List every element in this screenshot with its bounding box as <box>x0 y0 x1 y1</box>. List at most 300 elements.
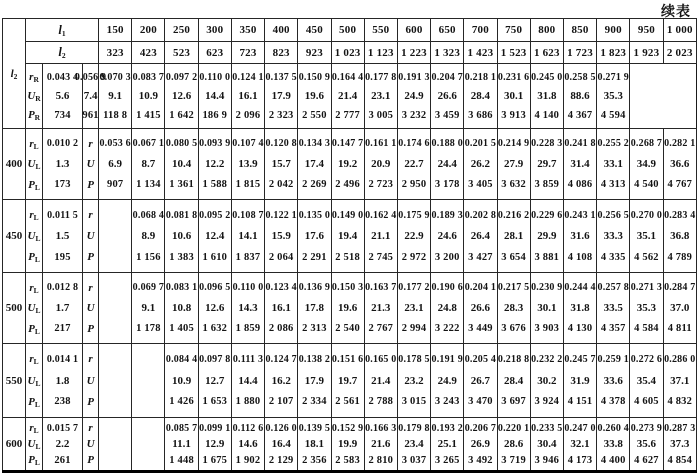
data-table <box>2 18 697 473</box>
data-cell <box>563 64 596 129</box>
cell-line: 4 151 <box>567 396 593 408</box>
cell-line: 3 222 <box>434 323 460 334</box>
data-cell <box>663 200 696 273</box>
l1-value-cell: 250 <box>165 19 198 42</box>
cell-line: 1.3 <box>55 158 70 170</box>
empty-data-cell <box>99 200 132 273</box>
l1-value-cell: 950 <box>630 19 663 42</box>
cell-line: 238 <box>54 396 71 408</box>
cell-line: 0.085 7 <box>165 422 198 434</box>
group-name-cell: 400 <box>3 129 26 200</box>
cell-line: 25.1 <box>437 438 457 450</box>
cell-line: 33.1 <box>603 158 623 170</box>
data-cell <box>231 200 264 273</box>
cell-line: 0.124 7 <box>265 353 297 365</box>
data-cell <box>497 64 530 129</box>
cell-line: 0.284 7 <box>664 282 696 293</box>
data-cell <box>364 418 397 472</box>
l2-value-cell: 1 123 <box>364 42 397 64</box>
cell-line: 4 378 <box>600 396 626 408</box>
data-cell <box>165 64 198 129</box>
cell-line: 28.4 <box>503 374 524 387</box>
cell-line: 33.6 <box>603 374 623 387</box>
cell-line: 33.8 <box>603 438 623 450</box>
cell-line: 4 173 <box>567 454 593 466</box>
data-cell <box>530 418 563 472</box>
cell-line: 0.259 1 <box>597 353 629 365</box>
cell-line: U <box>86 302 95 314</box>
cell-line: 24.4 <box>437 158 457 170</box>
cell-line: 2 129 <box>268 454 294 466</box>
cell-line: 1 405 <box>169 323 194 334</box>
cell-line: 16.1 <box>271 302 291 314</box>
cell-line: 24.9 <box>437 374 457 387</box>
l2-value-cell: 1 823 <box>597 42 630 64</box>
cell-line: 16.4 <box>271 438 291 450</box>
data-cell <box>265 129 298 200</box>
data-cell <box>298 418 331 472</box>
data-cell <box>431 64 464 129</box>
data-cell <box>663 273 696 344</box>
group-left-value-cell <box>43 418 83 472</box>
cell-line: 0.204 7 <box>431 71 463 83</box>
data-cell <box>563 344 596 418</box>
cell-line: 27.9 <box>503 158 524 170</box>
data-cell <box>265 200 298 273</box>
l2-value-cell: 1 023 <box>331 42 364 64</box>
cell-line: 261 <box>54 454 71 466</box>
cell-line: 22.7 <box>404 158 424 170</box>
cell-line: 4 400 <box>600 454 626 466</box>
cell-line: 3 913 <box>501 109 526 121</box>
cell-line: 6.9 <box>108 158 123 170</box>
cell-line: 0.216 2 <box>497 209 530 221</box>
cell-line: 0.255 2 <box>597 138 629 149</box>
data-cell <box>497 200 530 273</box>
cell-line: U <box>86 230 95 242</box>
cell-line: 0.149 0 <box>331 209 364 221</box>
data-cell <box>431 344 464 418</box>
data-cell <box>231 344 264 418</box>
data-cell <box>231 64 264 129</box>
cell-line: 3 492 <box>468 454 493 466</box>
cell-line: 10.6 <box>171 230 192 242</box>
data-cell <box>630 344 663 418</box>
cell-line: $r_L$ <box>29 422 39 435</box>
cell-line: 1 134 <box>136 179 161 190</box>
cell-line: 2 777 <box>335 109 360 121</box>
cell-line: 0.175 9 <box>398 209 430 221</box>
data-cell <box>497 344 530 418</box>
cell-line: 12.7 <box>205 374 225 387</box>
cell-line: 0.083 7 <box>132 71 165 83</box>
cell-line: 3 903 <box>534 323 560 334</box>
cell-line: 0.070 3 <box>99 71 131 83</box>
data-cell <box>331 418 364 472</box>
cell-line: 4 130 <box>567 323 593 334</box>
empty-data-cell <box>99 344 132 418</box>
cell-line: 0.205 4 <box>464 353 497 365</box>
cell-line: 0.214 9 <box>497 138 530 149</box>
cell-line: 0.229 6 <box>531 209 563 221</box>
cell-line: U <box>86 374 95 387</box>
cell-line: 19.6 <box>304 90 325 102</box>
cell-line: 31.8 <box>537 90 557 102</box>
cell-line: 31.6 <box>570 230 590 242</box>
data-cell <box>364 64 397 129</box>
cell-line: 4 832 <box>667 396 693 408</box>
data-cell <box>99 64 132 129</box>
cell-line: 24.6 <box>437 230 457 242</box>
table-caption: 续表 <box>661 5 691 20</box>
l1-value-cell: 300 <box>198 19 231 42</box>
data-cell <box>563 273 596 344</box>
cell-line: 0.206 7 <box>464 422 497 434</box>
data-cell <box>530 64 563 129</box>
cell-line: 3 459 <box>434 109 460 121</box>
data-cell <box>597 344 630 418</box>
cell-line: 14.4 <box>205 90 225 102</box>
cell-line: 0.110 0 <box>232 282 264 293</box>
cell-line: 0.134 3 <box>298 138 331 149</box>
cell-line: 9.1 <box>108 90 123 102</box>
l2-value-cell: 423 <box>132 42 165 64</box>
cell-line: 0.108 7 <box>232 209 264 221</box>
cell-line: 26.4 <box>470 230 491 242</box>
cell-line: 0.247 0 <box>564 422 596 434</box>
cell-line: 4 627 <box>634 454 659 466</box>
l2-value-cell: 1 723 <box>563 42 596 64</box>
l1-value-cell: 750 <box>497 19 530 42</box>
data-cell <box>198 129 231 200</box>
empty-data-cell <box>132 344 165 418</box>
data-cell <box>663 344 696 418</box>
data-cell <box>563 200 596 273</box>
l2-value-cell: 723 <box>231 42 264 64</box>
cell-line: 2 994 <box>401 323 427 334</box>
cell-line: 2 583 <box>335 454 360 466</box>
cell-line: 0.015 7 <box>46 422 79 434</box>
group-label-cell <box>26 273 43 344</box>
cell-line: 35.1 <box>636 230 657 242</box>
data-cell <box>563 129 596 200</box>
cell-line: 0.123 4 <box>265 282 297 293</box>
data-cell <box>530 129 563 200</box>
cell-line: $P_L$ <box>28 251 40 264</box>
cell-line: 0.202 8 <box>464 209 497 221</box>
l1-value-cell: 600 <box>397 19 430 42</box>
cell-line: 0.191 9 <box>431 353 463 365</box>
cell-line: 2 972 <box>401 251 427 263</box>
data-cell <box>397 200 430 273</box>
cell-line: $U_R$ <box>27 90 41 103</box>
cell-line: 0.258 5 <box>564 71 596 83</box>
data-cell <box>630 418 663 472</box>
cell-line: 12.4 <box>205 230 225 242</box>
cell-line: 1 383 <box>169 251 194 263</box>
cell-line: 3 697 <box>501 396 526 408</box>
cell-line: 2 107 <box>268 396 294 408</box>
cell-line: 2 788 <box>368 396 394 408</box>
cell-line: 961 <box>82 109 99 121</box>
cell-line: 118 8 <box>103 109 128 121</box>
cell-line: 0.166 3 <box>365 422 397 434</box>
data-cell <box>198 418 231 472</box>
cell-line: 1 448 <box>169 454 194 466</box>
header-row-l2 <box>3 42 697 64</box>
cell-line: 0.081 8 <box>165 209 198 221</box>
cell-line: 0.271 3 <box>630 282 663 293</box>
cell-line: 14.4 <box>238 374 258 387</box>
cell-line: 2 723 <box>368 179 394 190</box>
data-cell <box>530 200 563 273</box>
cell-line: 4 108 <box>567 251 593 263</box>
group-name-cell: 450 <box>3 200 26 273</box>
cell-line: 0.138 2 <box>298 353 331 365</box>
cell-line: 195 <box>54 251 71 263</box>
cell-line: 2 291 <box>302 251 327 263</box>
data-cell <box>364 129 397 200</box>
data-cell <box>597 273 630 344</box>
cell-line: 1.7 <box>55 302 70 314</box>
l1-value-cell: 850 <box>563 19 596 42</box>
data-cell <box>331 344 364 418</box>
cell-line: 0.245 0 <box>531 71 563 83</box>
cell-line: 1 632 <box>202 323 228 334</box>
cell-line: 2 745 <box>368 251 394 263</box>
cell-line: $P_R$ <box>27 109 41 122</box>
cell-line: 19.7 <box>337 374 358 387</box>
cell-line: 2 810 <box>368 454 394 466</box>
cell-line: 0.010 2 <box>46 138 79 149</box>
cell-line: 0.241 8 <box>564 138 596 149</box>
cell-line: 0.218 8 <box>497 353 530 365</box>
l2-value-cell: 623 <box>198 42 231 64</box>
group-row-550 <box>3 344 697 418</box>
cell-line: 4 811 <box>667 323 692 334</box>
group-left-value-cell <box>43 344 83 418</box>
cell-line: 26.6 <box>437 90 457 102</box>
cell-line: 0.164 4 <box>331 71 364 83</box>
data-cell <box>74 64 107 129</box>
group-name-cell: 550 <box>3 344 26 418</box>
r-block-row <box>3 64 697 129</box>
group-left-value-cell <box>43 200 83 273</box>
data-cell <box>265 418 298 472</box>
cell-line: 35.3 <box>603 90 623 102</box>
cell-line: 0.273 9 <box>630 422 663 434</box>
cell-line: 1 415 <box>136 109 161 121</box>
cell-line: $U_L$ <box>27 302 41 315</box>
cell-line: 0.270 0 <box>630 209 663 221</box>
cell-line: 0.204 1 <box>464 282 497 293</box>
cell-line: 21.4 <box>337 90 358 102</box>
cell-line: 0.112 6 <box>232 422 264 434</box>
cell-line: $r_L$ <box>29 137 39 151</box>
cell-line: P <box>87 395 94 408</box>
cell-line: 0.080 5 <box>165 138 198 149</box>
cell-line: 14.6 <box>238 438 258 450</box>
cell-line: 19.9 <box>337 438 358 450</box>
cell-line: 2 269 <box>302 179 327 190</box>
cell-line: $U_L$ <box>27 374 41 388</box>
cell-line: 1 156 <box>136 251 161 263</box>
cell-line: 0.014 1 <box>46 353 79 365</box>
cell-line: 0.271 9 <box>597 71 629 83</box>
l1-value-cell: 450 <box>298 19 331 42</box>
group-unit-cell <box>83 129 99 200</box>
data-cell <box>397 64 430 129</box>
cell-line: 37.1 <box>670 374 690 387</box>
cell-line: 0.012 8 <box>46 282 79 293</box>
data-cell <box>563 418 596 472</box>
data-cell <box>530 273 563 344</box>
cell-line: 13.9 <box>238 158 258 170</box>
cell-line: 28.4 <box>470 90 491 102</box>
data-cell <box>132 200 165 273</box>
cell-line: 21.1 <box>371 230 391 242</box>
data-cell <box>530 344 563 418</box>
cell-line: 0.178 5 <box>398 353 430 365</box>
group-left-value-cell <box>43 273 83 344</box>
data-cell <box>397 344 430 418</box>
cell-line: 7.4 <box>83 90 98 102</box>
cell-line: $P_L$ <box>28 395 40 409</box>
cell-line: 0.257 8 <box>597 282 629 293</box>
cell-line: 0.256 5 <box>597 209 629 221</box>
cell-line: 2 540 <box>335 323 360 334</box>
data-cell <box>265 273 298 344</box>
cell-line: 37.0 <box>670 302 690 314</box>
cell-line: 0.232 2 <box>531 353 563 365</box>
cell-line: 4 313 <box>600 179 626 190</box>
l2-value-cell: 523 <box>165 42 198 64</box>
cell-line: 10.9 <box>171 374 192 387</box>
cell-line: 21.4 <box>371 374 391 387</box>
cell-line: 33.3 <box>603 230 623 242</box>
l1-value-cell: 650 <box>431 19 464 42</box>
data-cell <box>630 200 663 273</box>
cell-line: 28.3 <box>503 302 524 314</box>
cell-line: 32.1 <box>570 438 590 450</box>
cell-line: 1.8 <box>55 374 70 387</box>
cell-line: 0.083 1 <box>165 282 198 293</box>
data-cell <box>464 64 497 129</box>
cell-line: 10.8 <box>171 302 192 314</box>
cell-line: 3 200 <box>434 251 460 263</box>
cell-line: 0.107 4 <box>232 138 264 149</box>
cell-line: 0.268 7 <box>630 138 663 149</box>
cell-line: 4 562 <box>634 251 659 263</box>
cell-line: 35.3 <box>636 302 657 314</box>
cell-line: 0.190 6 <box>431 282 463 293</box>
cell-line: 0.068 4 <box>132 209 165 221</box>
cell-line: 0.067 1 <box>132 138 165 149</box>
cell-line: 0.230 9 <box>531 282 563 293</box>
cell-line: 33.5 <box>603 302 623 314</box>
l1-value-cell: 1 000 <box>663 19 696 42</box>
cell-line: 1 815 <box>235 179 261 190</box>
cell-line: 3 632 <box>501 179 526 190</box>
cell-line: 0.147 7 <box>331 138 364 149</box>
data-cell <box>99 129 132 200</box>
l2-value-cell: 1 623 <box>530 42 563 64</box>
cell-line: 0.093 9 <box>199 138 231 149</box>
cell-line: 17.4 <box>304 158 325 170</box>
l2-value-cell: 1 923 <box>630 42 663 64</box>
data-cell <box>464 344 497 418</box>
data-cell <box>497 273 530 344</box>
cell-line: 2 334 <box>302 396 327 408</box>
l2-value-cell: 1 223 <box>397 42 430 64</box>
cell-line: 30.1 <box>503 90 524 102</box>
data-cell <box>198 273 231 344</box>
data-cell <box>597 129 630 200</box>
cell-line: $r_L$ <box>29 209 39 222</box>
l1-value-cell: 150 <box>99 19 132 42</box>
cell-line: $r_L$ <box>29 281 39 295</box>
cell-line: 0.201 5 <box>464 138 497 149</box>
cell-line: 29.7 <box>537 158 557 170</box>
cell-line: 3 427 <box>468 251 493 263</box>
cell-line: 4 357 <box>600 323 626 334</box>
data-cell <box>397 418 430 472</box>
data-cell <box>431 129 464 200</box>
data-cell <box>265 344 298 418</box>
group-unit-cell <box>83 344 99 418</box>
r-block-label-cell <box>26 64 43 129</box>
cell-line: P <box>87 251 94 263</box>
cell-line: 4 584 <box>634 323 659 334</box>
cell-line: 21.6 <box>371 438 391 450</box>
cell-line: 0.161 1 <box>365 138 397 149</box>
cell-line: 37.3 <box>670 438 690 450</box>
cell-line: 31.8 <box>570 302 590 314</box>
cell-line: 4 086 <box>567 179 593 190</box>
cell-line: 2 356 <box>302 454 327 466</box>
cell-line: 14.1 <box>238 230 258 242</box>
cell-line: 0.150 3 <box>331 282 364 293</box>
l1-value-cell: 500 <box>331 19 364 42</box>
cell-line: r <box>88 209 93 221</box>
cell-line: 0.220 1 <box>497 422 530 434</box>
cell-line: 17.9 <box>304 374 325 387</box>
cell-line: 0.174 6 <box>398 138 430 149</box>
data-cell <box>397 129 430 200</box>
cell-line: 2 950 <box>401 179 427 190</box>
cell-line: 30.4 <box>537 438 557 450</box>
cell-line: 3 005 <box>368 109 394 121</box>
cell-line: 30.1 <box>537 302 557 314</box>
cell-line: 12.6 <box>205 302 225 314</box>
cell-line: 26.2 <box>470 158 491 170</box>
cell-line: 0.193 2 <box>431 422 463 434</box>
cell-line: 0.163 7 <box>365 282 397 293</box>
cell-line: 35.6 <box>636 438 657 450</box>
cell-line: r <box>88 281 93 294</box>
cell-line: 24.9 <box>404 90 424 102</box>
cell-line: 0.097 2 <box>165 71 198 83</box>
data-cell <box>231 273 264 344</box>
data-cell <box>298 344 331 418</box>
cell-line: 0.139 5 <box>298 422 331 434</box>
cell-line: 23.1 <box>404 302 424 314</box>
data-cell <box>397 273 430 344</box>
cell-line: 15.9 <box>271 230 291 242</box>
cell-line: $l_2$ <box>10 67 18 81</box>
data-cell <box>431 418 464 472</box>
l1-value-cell: 400 <box>265 19 298 42</box>
